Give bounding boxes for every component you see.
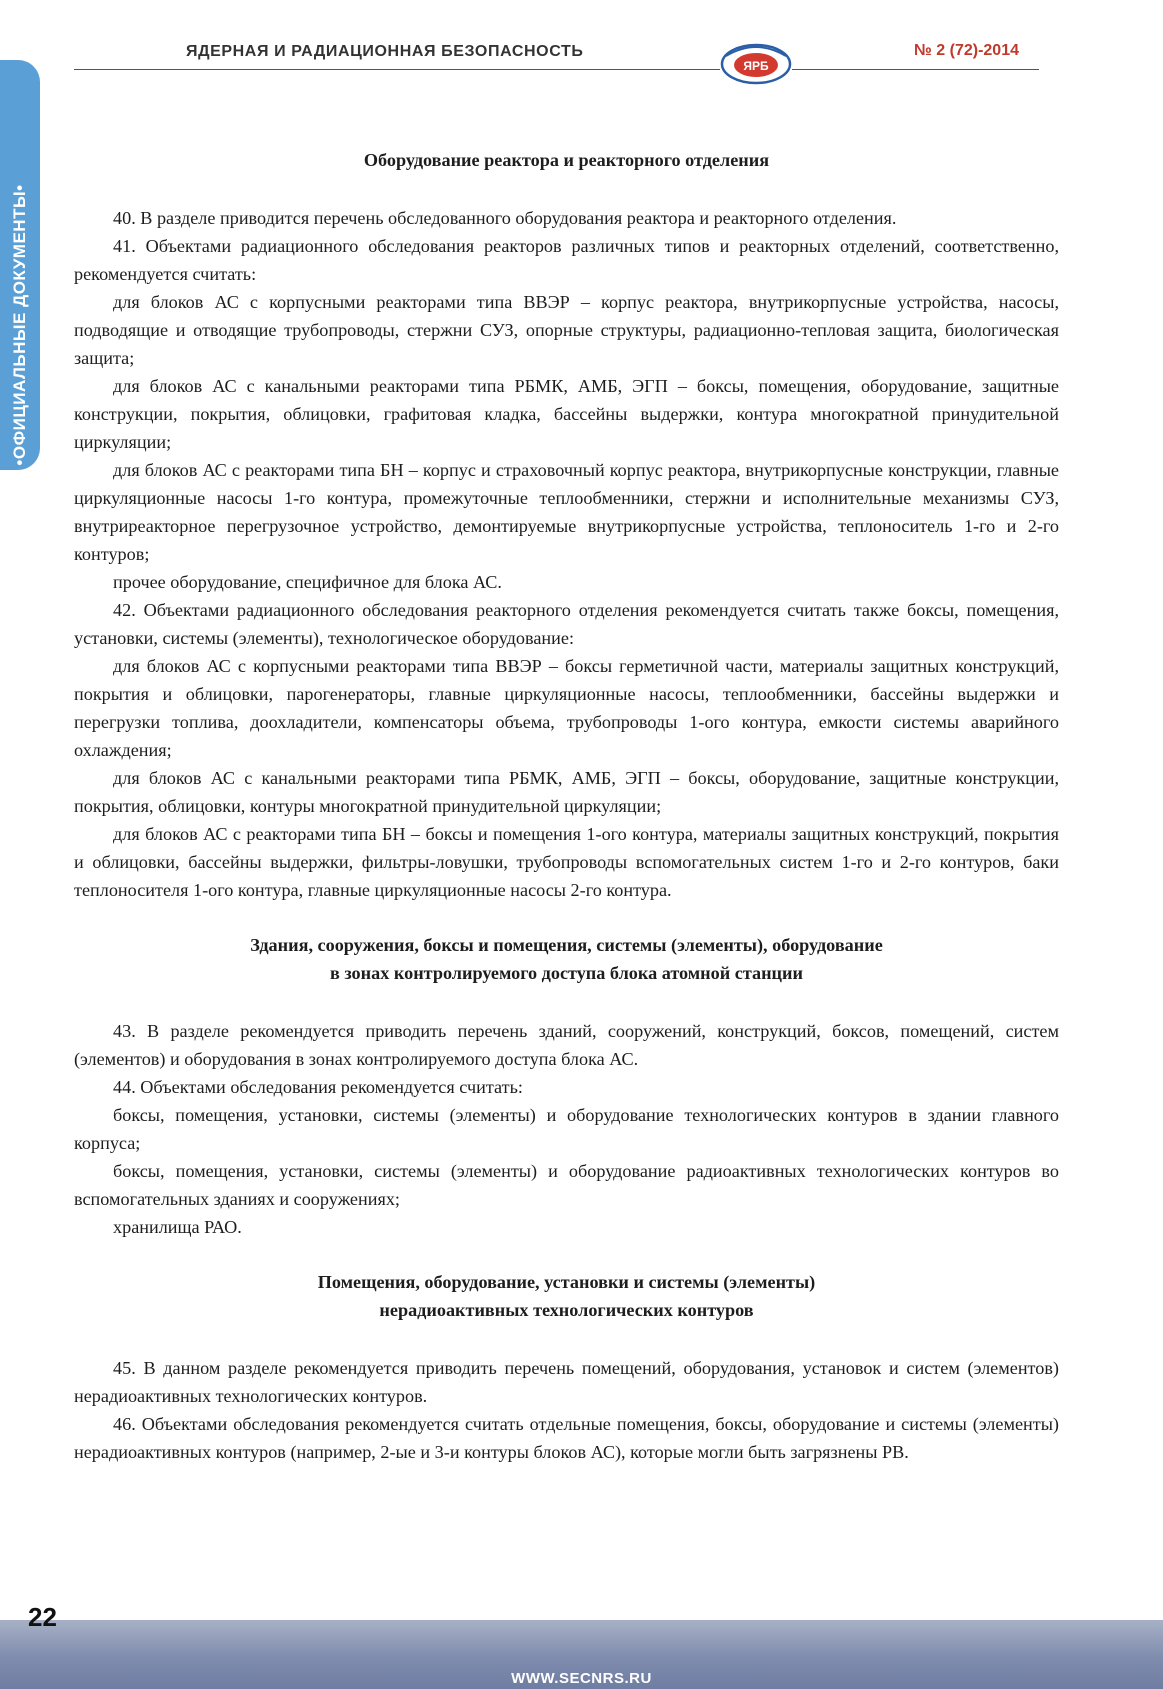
page-number: 22 (28, 1602, 57, 1632)
paragraph: для блоков АС с реакторами типа БН – корпус и страховочный корпус реактора, внутрикорпусные конструкции, главные циркуляционные насосы 1-го контура, промежуточные теплообменники, стержни и исполнительные механизмы СУЗ, внутриреакторное перегрузочное устройство, демонтируемые внутрикорпусные устройства, теплоноситель 1-го и 2-го контуров; (74, 460, 1059, 564)
side-section-label: •ОФИЦИАЛЬНЫЕ ДОКУМЕНТЫ• (10, 184, 29, 466)
paragraph: 43. В разделе рекомендуется приводить перечень зданий, сооружений, конструкций, боксов, помещений, систем (элементов) и оборудования в зонах контролируемого доступа блока АС. (74, 1021, 1059, 1069)
issue-number: № 2 (72)-2014 (914, 42, 1019, 59)
header-divider (74, 69, 1039, 70)
paragraph: 40. В разделе приводится перечень обследованного оборудования реактора и реакторного отделения. (113, 208, 897, 228)
paragraph: для блоков АС с корпусными реакторами типа ВВЭР – корпус реактора, внутрикорпусные устройства, насосы, подводящие и отводящие трубопроводы, стержни СУЗ, опорные структуры, радиационно-тепловая защита, биологическая защита; (74, 292, 1059, 368)
document-body (74, 146, 1059, 1466)
paragraph: боксы, помещения, установки, системы (элементы) и оборудование радиоактивных технологических контуров во вспомогательных зданиях и сооружениях; (74, 1161, 1059, 1209)
paragraph: для блоков АС с канальными реакторами типа РБМК, АМБ, ЭГП – боксы, оборудование, защитные конструкции, покрытия, облицовки, контуры многократной принудительной циркуляции; (74, 768, 1059, 816)
section-heading-line: в зонах контролируемого доступа блока атомной станции (329, 963, 803, 983)
logo-text: ЯРБ (743, 59, 769, 73)
section-heading-line: Помещения, оборудование, установки и системы (элементы) (317, 1272, 816, 1292)
section-heading-line: нерадиоактивных технологических контуров (379, 1300, 754, 1320)
paragraph: 44. Объектами обследования рекомендуется считать: (113, 1077, 523, 1097)
paragraph: прочее оборудование, специфичное для блока АС. (113, 572, 502, 592)
paragraph: для блоков АС с корпусными реакторами типа ВВЭР – боксы герметичной части, материалы защитных конструкций, покрытия и облицовки, парогенераторы, главные циркуляционные насосы, теплообменники, бассейны выдержки и перегрузки топлива, доохладители, компенсаторы объема, трубопроводы 1-ого контура, емкости системы аварийного охлаждения; (74, 656, 1059, 760)
section-heading (74, 931, 1059, 987)
section-heading-line: Здания, сооружения, боксы и помещения, системы (элементы), оборудование (250, 935, 883, 955)
section-heading (74, 1268, 1059, 1324)
section-heading: Оборудование реактора и реакторного отделения (363, 150, 770, 170)
paragraph: для блоков АС с канальными реакторами типа РБМК, АМБ, ЭГП – боксы, помещения, оборудование, защитные конструкции, покрытия, облицовки, графитовая кладка, бассейны выдержки, контура многократной принудительной циркуляции; (74, 376, 1059, 452)
journal-title: ЯДЕРНАЯ И РАДИАЦИОННАЯ БЕЗОПАСНОСТЬ (186, 43, 584, 60)
paragraph: 41. Объектами радиационного обследования реакторов различных типов и реакторных отделений, соответственно, рекомендуется считать: (74, 236, 1059, 284)
paragraph: 46. Объектами обследования рекомендуется считать отдельные помещения, боксы, оборудование и системы (элементы) нерадиоактивных контуров (например, 2-ые и 3-и контуры блоков АС), которые могли быть загрязнены РВ. (74, 1414, 1059, 1462)
journal-logo-icon (720, 42, 792, 86)
paragraph: боксы, помещения, установки, системы (элементы) и оборудование технологических контуров в здании главного корпуса; (74, 1105, 1059, 1153)
paragraph: хранилища РАО. (113, 1217, 242, 1237)
paragraph: для блоков АС с реакторами типа БН – боксы и помещения 1-ого контура, материалы защитных конструкций, покрытия и облицовки, бассейны выдержки, фильтры-ловушки, трубопроводы вспомогательных систем 1-го и 2-го контуров, баки теплоносителя 1-ого контура, главные циркуляционные насосы 2-го контура. (74, 824, 1059, 900)
paragraph: 45. В данном разделе рекомендуется приводить перечень помещений, оборудования, установок и систем (элементов) нерадиоактивных технологических контуров. (74, 1358, 1059, 1406)
side-section-tab (0, 60, 40, 470)
paragraph: 42. Объектами радиационного обследования реакторного отделения рекомендуется считать также боксы, помещения, установки, системы (элементы), технологическое оборудование: (74, 600, 1059, 648)
website-link[interactable]: WWW.SECNRS.RU (511, 1670, 652, 1687)
